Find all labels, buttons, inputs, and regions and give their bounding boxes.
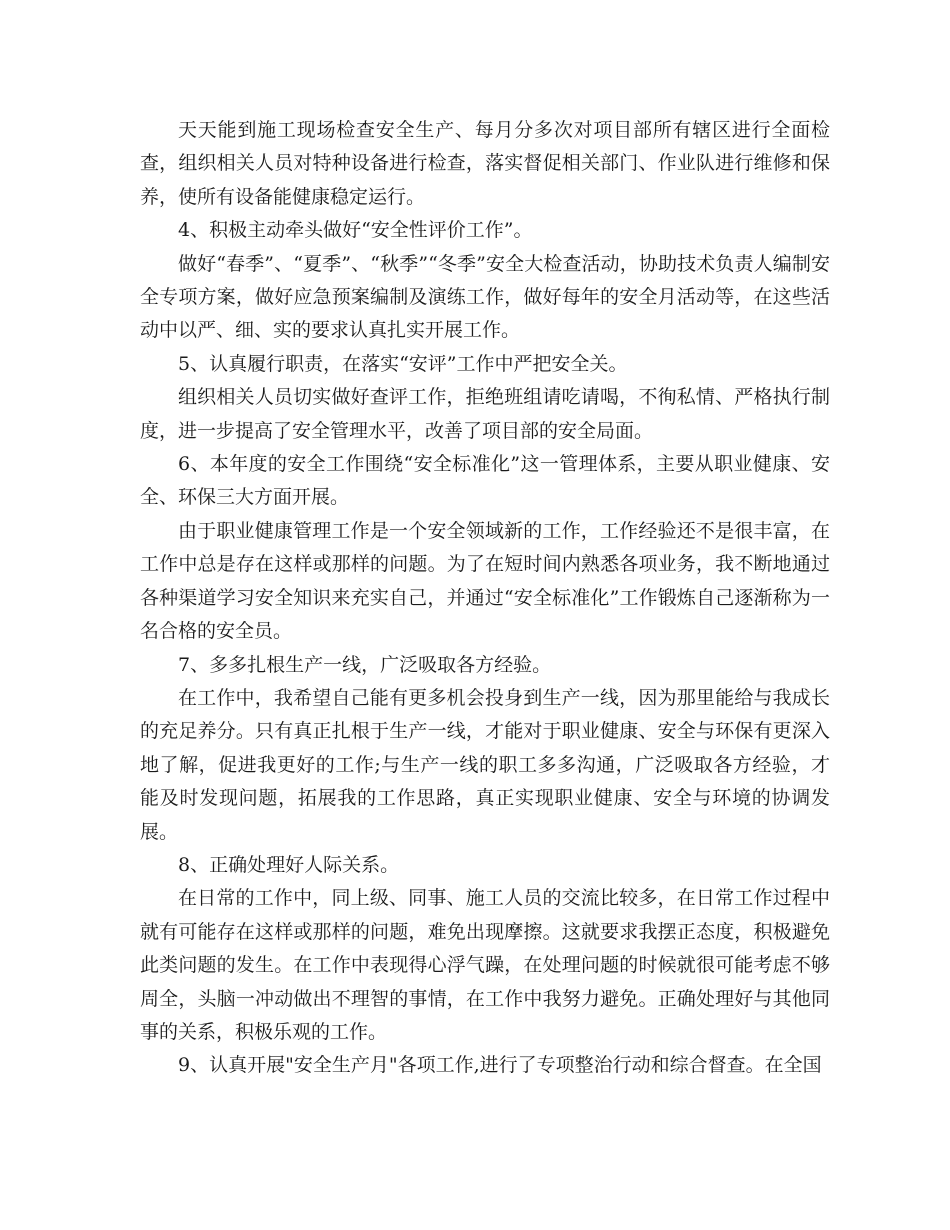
paragraph-1: 天天能到施工现场检查安全生产、每月分多次对项目部所有辖区进行全面检查，组织相关人员对特种设备进行检查，落实督促相关部门、作业队进行维修和保养，使所有设备能健康稳定运行。 bbox=[140, 119, 830, 208]
paragraph-3: 做好“春季”、“夏季”、“秋季”“冬季”安全大检查活动，协助技术负责人编制安全专项方案，做好应急预案编制及演练工作，做好每年的安全月活动等，在这些活动中以严、细、实的要求认真扎实开展工作。 bbox=[140, 252, 830, 342]
paragraph-4-heading: 5、认真履行职责，在落实“安评”工作中严把安全关。 bbox=[178, 352, 628, 375]
paragraph-8-heading: 7、多多扎根生产一线，广泛吸取各方经验。 bbox=[178, 653, 552, 676]
paragraph-2-heading: 4、积极主动牵头做好“安全性评价工作”。 bbox=[178, 219, 533, 242]
paragraph-9: 在工作中，我希望自己能有更多机会投身到生产一线，因为那里能给与我成长的充足养分。只有真正扎根于生产一线，才能对于职业健康、安全与环保有更深入地了解，促进我更好的工作;与生产一线的职工多多沟通，广泛吸取各方经验，才能及时发现问题，拓展我的工作思路，真正实现职业健康、安全与环境的协调发展。 bbox=[140, 686, 830, 843]
paragraph-7: 由于职业健康管理工作是一个安全领域新的工作，工作经验还不是很丰富，在工作中总是存在这样或那样的问题。为了在短时间内熟悉各项业务，我不断地通过各种渠道学习安全知识来充实自己，并通过“安全标准化”工作锻炼自己逐渐称为一名合格的安全员。 bbox=[140, 519, 830, 643]
paragraph-10-heading: 8、正确处理好人际关系。 bbox=[178, 853, 400, 876]
document-body bbox=[140, 114, 830, 1083]
paragraph-5: 组织相关人员切实做好查评工作，拒绝班组请吃请喝，不徇私情、严格执行制度，进一步提高了安全管理水平，改善了项目部的安全局面。 bbox=[140, 386, 830, 442]
paragraph-12-heading: 9、认真开展"安全生产月"各项工作,进行了专项整治行动和综合督查。在全国 bbox=[178, 1054, 822, 1077]
paragraph-11: 在日常的工作中，同上级、同事、施工人员的交流比较多，在日常工作过程中就有可能存在这样或那样的问题，难免出现摩擦。这就要求我摆正态度，积极避免此类问题的发生。在工作中表现得心浮气躁，在处理问题的时候就很可能考虑不够周全，头脑一冲动做出不理智的事情，在工作中我努力避免。正确处理好与其他同事的关系，积极乐观的工作。 bbox=[140, 887, 830, 1043]
paragraph-6-heading: 6、本年度的安全工作围绕“安全标准化”这一管理体系，主要从职业健康、安全、环保三大方面开展。 bbox=[140, 453, 830, 509]
